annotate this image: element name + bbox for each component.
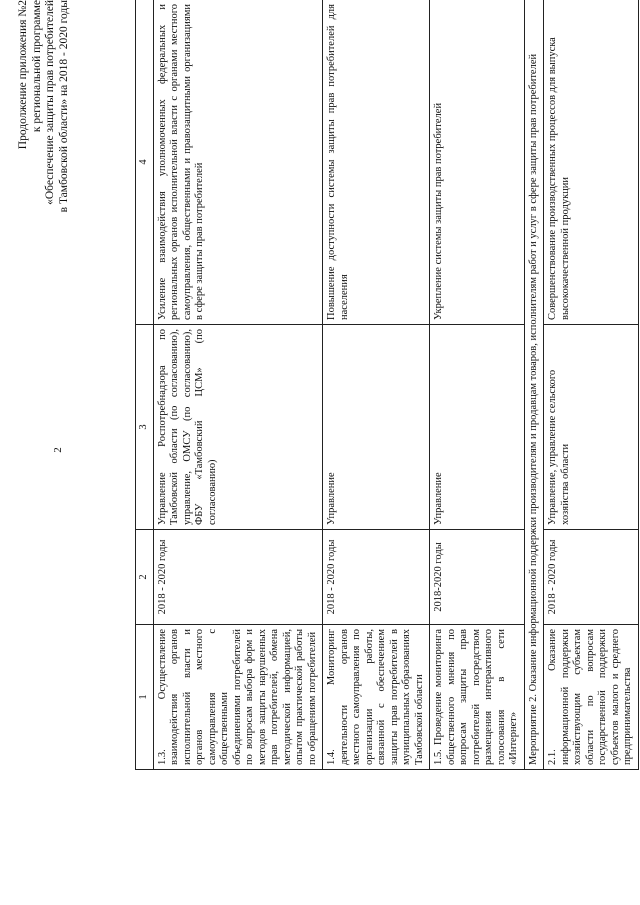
executor-cell: Управление, управление сельского хозяйства области [544, 325, 639, 530]
period-cell: 2018 - 2020 годы [544, 530, 639, 625]
header-line-4: в Тамбовской области» на 2018 - 2020 годы [57, 0, 70, 213]
activity-cell: 2.1. Оказание информационной поддержки хозяйствующим субъектам области по вопросам государственной поддержки субъектов малого и среднего предпринимательства [544, 625, 639, 770]
header-line-2: к региональной программе [30, 0, 43, 133]
column-header: 1 [136, 625, 154, 770]
header-line-3: «Обеспечение защиты прав потребителей [44, 0, 56, 205]
period-cell: 2018-2020 годы [430, 530, 525, 625]
table-row [323, 0, 430, 770]
table-row [544, 0, 639, 770]
period-cell: 2018 - 2020 годы [153, 530, 323, 625]
table-row [153, 0, 323, 770]
column-header: 3 [136, 325, 154, 530]
page-number: 2 [52, 447, 64, 453]
activity-cell: 1.5. Проведение мониторинга общественного мнения по вопросам защиты прав потребителей посредством размещения интерактивного голосования в сети «Интернет» [430, 625, 525, 770]
appendix-header [17, 0, 71, 770]
result-cell: Повышение доступности системы защиты прав потребителей для населения [323, 0, 430, 325]
section-row [524, 0, 544, 770]
executor-cell: Управление [430, 325, 525, 530]
executor-cell: Управление [323, 325, 430, 530]
period-cell: 2018 - 2020 годы [323, 530, 430, 625]
column-header-row [136, 0, 154, 770]
executor-cell: Управление Роспотребнадзора по Тамбовской области (по согласованию), управление, ОМСУ (по согласованию), ФБУ «Тамбовский ЦСМ» (по согласованию) [153, 325, 323, 530]
section-title: Мероприятие 2. Оказание информационной поддержки производителям и продавцам товаров, исполнителям работ и услуг в сфере защиты прав потребителей [524, 0, 544, 770]
table-row [430, 0, 525, 770]
rotated-content [17, 0, 633, 770]
header-line-1: Продолжение приложения №2 [17, 0, 29, 150]
activity-cell: 1.4. Мониторинг деятельности органов местного самоуправления по организации работы, связанной с обеспечением защиты прав потребителей в муниципальных образованиях Тамбовской области [323, 625, 430, 770]
result-cell: Усиление взаимодействия уполномоченных федеральных и региональных органов исполнительной власти с органами местного самоуправления, общественными и правозащитными организациями в сфере защиты прав потребителей [153, 0, 323, 325]
column-header: 2 [136, 530, 154, 625]
activity-cell: 1.3. Осуществление взаимодействия органов исполнительной власти и органов местного самоуправления с общественными объединениями потребителей по вопросам выбора форм и методов защиты нарушенных прав потребителей, обмена методической информацией, опытом практической работы по обращениям потребителей [153, 625, 323, 770]
column-header: 4 [136, 0, 154, 325]
result-cell: Укрепление системы защиты прав потребителей [430, 0, 525, 325]
program-table [135, 0, 639, 770]
result-cell: Совершенствование производственных процессов для выпуска высококачественной продукции [544, 0, 639, 325]
